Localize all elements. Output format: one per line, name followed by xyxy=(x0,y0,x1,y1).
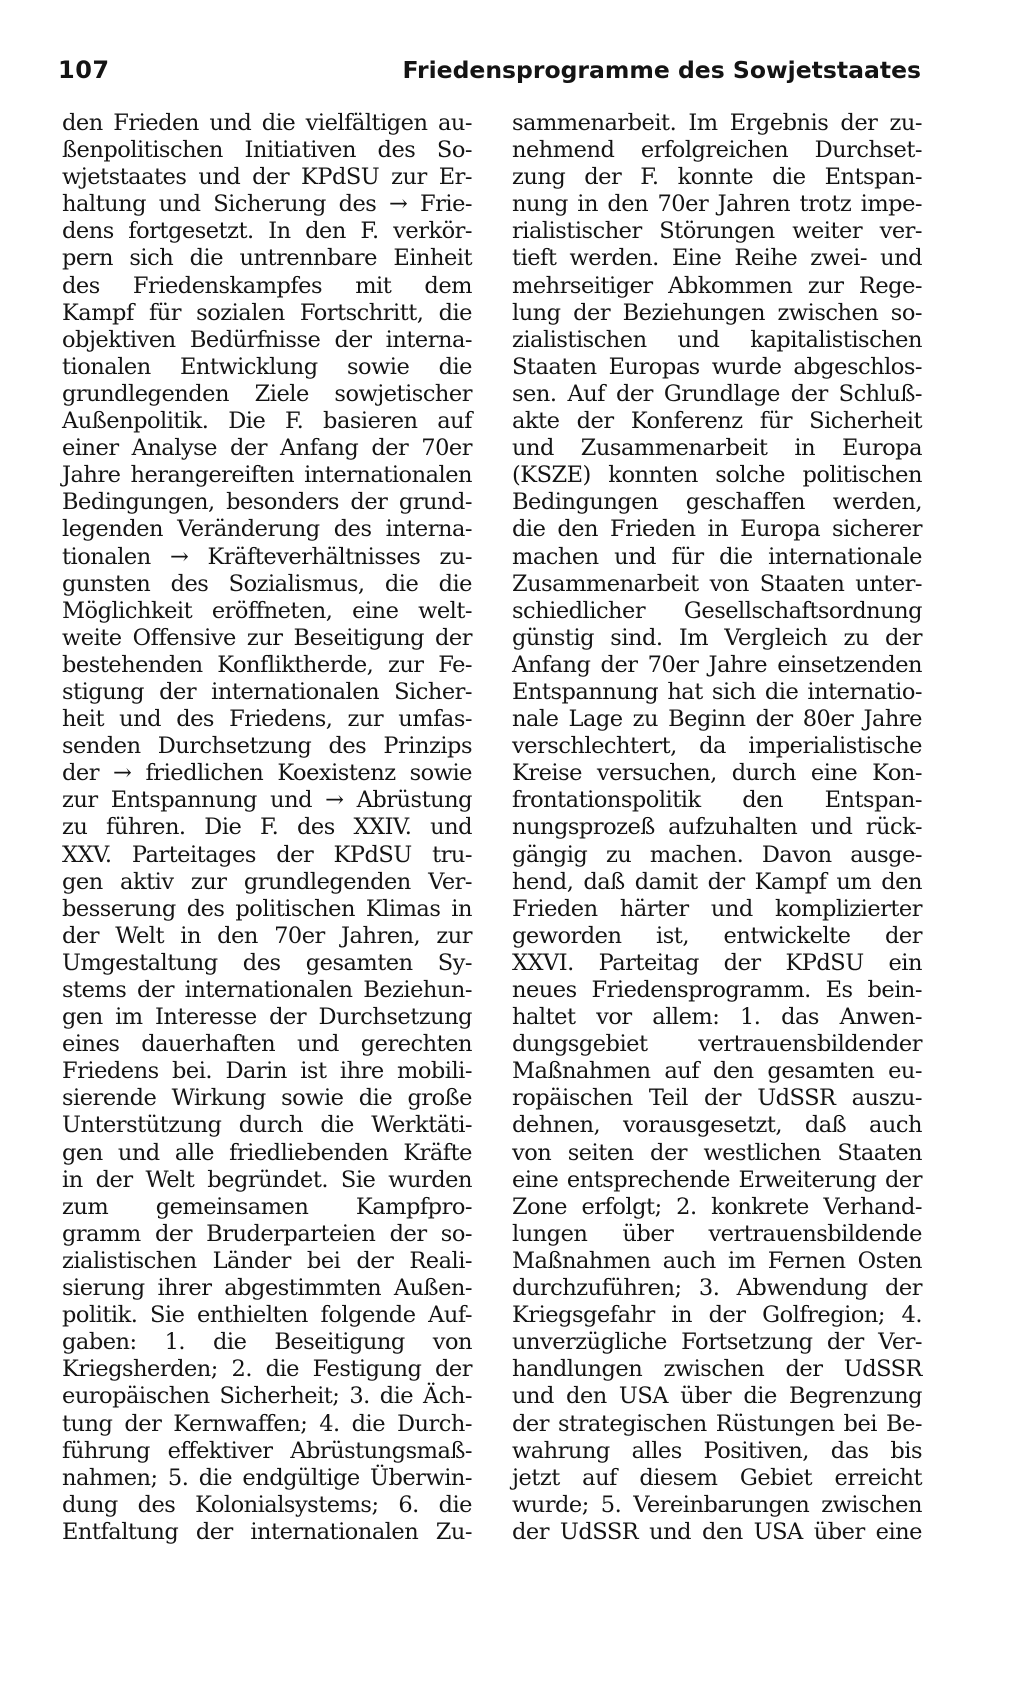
text-line: verschlechtert, da imperialistische xyxy=(512,733,922,760)
text-line: nung in den 70er Jahren trotz impe- xyxy=(512,191,922,218)
text-line: unverzügliche Fortsetzung der Ver- xyxy=(512,1329,922,1356)
text-line: grundlegenden Ziele sowjetischer xyxy=(62,380,472,407)
text-line: dens fortgesetzt. In den F. verkör- xyxy=(62,218,472,245)
text-line: Bedingungen, besonders der grund- xyxy=(62,489,472,516)
text-line: nungsprozeß aufzuhalten und rück- xyxy=(512,814,922,841)
text-line: objektiven Bedürfnisse der interna- xyxy=(62,326,472,353)
text-column-right xyxy=(512,110,922,1546)
text-line: frontationspolitik den Entspan- xyxy=(512,787,922,814)
text-line: Unterstützung durch die Werktäti- xyxy=(62,1112,472,1139)
text-line: handlungen zwischen der UdSSR xyxy=(512,1356,922,1383)
running-title: Friedensprogramme des Sowjetstaates xyxy=(402,56,921,84)
text-line: und den USA über die Begrenzung xyxy=(512,1383,922,1410)
text-line: des Friedenskampfes mit dem xyxy=(62,272,472,299)
text-line: Kriegsherden; 2. die Festigung der xyxy=(62,1356,472,1383)
text-line: Bedingungen geschaffen werden, xyxy=(512,489,922,516)
text-line: Maßnahmen auch im Fernen Osten xyxy=(512,1247,922,1274)
text-line: zu führen. Die F. des XXIV. und xyxy=(62,814,472,841)
text-line: weite Offensive zur Beseitigung der xyxy=(62,624,472,651)
text-line: sen. Auf der Grundlage der Schluß- xyxy=(512,380,922,407)
text-line: haltet vor allem: 1. das Anwen- xyxy=(512,1004,922,1031)
text-line: lungen über vertrauensbildende xyxy=(512,1220,922,1247)
text-line: durchzuführen; 3. Abwendung der xyxy=(512,1275,922,1302)
text-line: Entspannung hat sich die internatio- xyxy=(512,678,922,705)
text-line: Möglichkeit eröffneten, eine welt- xyxy=(62,597,472,624)
text-line: Zone erfolgt; 2. konkrete Verhand- xyxy=(512,1193,922,1220)
text-line: Frieden härter und komplizierter xyxy=(512,895,922,922)
text-line: dung des Kolonialsystems; 6. die xyxy=(62,1491,472,1518)
text-line: heit und des Friedens, zur umfas- xyxy=(62,706,472,733)
text-line: tionalen Entwicklung sowie die xyxy=(62,353,472,380)
text-line: Maßnahmen auf den gesamten eu- xyxy=(512,1058,922,1085)
text-line: zialistischen und kapitalistischen xyxy=(512,326,922,353)
text-line: der Welt in den 70er Jahren, zur xyxy=(62,922,472,949)
text-line: ropäischen Teil der UdSSR auszu- xyxy=(512,1085,922,1112)
text-line: der strategischen Rüstungen bei Be- xyxy=(512,1410,922,1437)
text-line: nale Lage zu Beginn der 80er Jahre xyxy=(512,706,922,733)
text-line: Friedens bei. Darin ist ihre mobili- xyxy=(62,1058,472,1085)
text-line: sammenarbeit. Im Ergebnis der zu- xyxy=(512,110,922,136)
text-line: stigung der internationalen Sicher- xyxy=(62,678,472,705)
text-line: wjetstaates und der KPdSU zur Er- xyxy=(62,164,472,191)
text-line: Kriegsgefahr in der Golfregion; 4. xyxy=(512,1302,922,1329)
text-line: tieft werden. Eine Reihe zwei- und xyxy=(512,245,922,272)
text-line: gen aktiv zur grundlegenden Ver- xyxy=(62,868,472,895)
text-line: Anfang der 70er Jahre einsetzenden xyxy=(512,651,922,678)
text-line: wurde; 5. Vereinbarungen zwischen xyxy=(512,1491,922,1518)
text-line: von seiten der westlichen Staaten xyxy=(512,1139,922,1166)
text-line: und Zusammenarbeit in Europa xyxy=(512,435,922,462)
text-line: sierung ihrer abgestimmten Außen- xyxy=(62,1275,472,1302)
text-line: gramm der Bruderparteien der so- xyxy=(62,1220,472,1247)
text-line: bestehenden Konfliktherde, zur Fe- xyxy=(62,651,472,678)
text-line: senden Durchsetzung des Prinzips xyxy=(62,733,472,760)
text-line: eines dauerhaften und gerechten xyxy=(62,1031,472,1058)
text-line: besserung des politischen Klimas in xyxy=(62,895,472,922)
text-line: Kampf für sozialen Fortschritt, die xyxy=(62,299,472,326)
text-line: Zusammenarbeit von Staaten unter- xyxy=(512,570,922,597)
text-line: zum gemeinsamen Kampfpro- xyxy=(62,1193,472,1220)
text-line: führung effektiver Abrüstungsmaß- xyxy=(62,1437,472,1464)
text-line: XXVI. Parteitag der KPdSU ein xyxy=(512,949,922,976)
text-line: dungsgebiet vertrauensbildender xyxy=(512,1031,922,1058)
text-line: zialistischen Länder bei der Reali- xyxy=(62,1247,472,1274)
text-line: tionalen → Kräfteverhältnisses zu- xyxy=(62,543,472,570)
text-line: dehnen, vorausgesetzt, daß auch xyxy=(512,1112,922,1139)
text-line: akte der Konferenz für Sicherheit xyxy=(512,408,922,435)
text-column-left xyxy=(62,110,472,1546)
text-line: geworden ist, entwickelte der xyxy=(512,922,922,949)
text-line: schiedlicher Gesellschaftsordnung xyxy=(512,597,922,624)
text-line: nahmen; 5. die endgültige Überwin- xyxy=(62,1464,472,1491)
text-line: politik. Sie enthielten folgende Auf- xyxy=(62,1302,472,1329)
text-line: gunsten des Sozialismus, die die xyxy=(62,570,472,597)
text-line: tung der Kernwaffen; 4. die Durch- xyxy=(62,1410,472,1437)
text-line: der → friedlichen Koexistenz sowie xyxy=(62,760,472,787)
text-line: Entfaltung der internationalen Zu- xyxy=(62,1518,472,1545)
text-line: gen und alle friedliebenden Kräfte xyxy=(62,1139,472,1166)
text-line: mehrseitiger Abkommen zur Rege- xyxy=(512,272,922,299)
text-line: legenden Veränderung des interna- xyxy=(62,516,472,543)
text-line: lung der Beziehungen zwischen so- xyxy=(512,299,922,326)
text-line: einer Analyse der Anfang der 70er xyxy=(62,435,472,462)
text-line: gaben: 1. die Beseitigung von xyxy=(62,1329,472,1356)
text-line: machen und für die internationale xyxy=(512,543,922,570)
text-line: eine entsprechende Erweiterung der xyxy=(512,1166,922,1193)
text-line: neues Friedensprogramm. Es bein- xyxy=(512,977,922,1003)
text-line: die den Frieden in Europa sicherer xyxy=(512,516,922,543)
text-line: wahrung alles Positiven, das bis xyxy=(512,1437,922,1464)
text-line: Kreise versuchen, durch eine Kon- xyxy=(512,760,922,787)
text-line: zung der F. konnte die Entspan- xyxy=(512,164,922,191)
text-line: pern sich die untrennbare Einheit xyxy=(62,245,472,272)
text-line: hend, daß damit der Kampf um den xyxy=(512,868,922,895)
text-line: Jahre herangereiften internationalen xyxy=(62,462,472,489)
text-line: günstig sind. Im Vergleich zu der xyxy=(512,624,922,651)
text-line: der UdSSR und den USA über eine xyxy=(512,1518,922,1545)
text-line: zur Entspannung und → Abrüstung xyxy=(62,787,472,814)
text-line: in der Welt begründet. Sie wurden xyxy=(62,1166,472,1193)
text-line: rialistischer Störungen weiter ver- xyxy=(512,218,922,245)
text-line: sierende Wirkung sowie die große xyxy=(62,1085,472,1112)
text-line: jetzt auf diesem Gebiet erreicht xyxy=(512,1464,922,1491)
text-line: (KSZE) konnten solche politischen xyxy=(512,462,922,489)
page-number: 107 xyxy=(58,56,110,84)
text-line: nehmend erfolgreichen Durchset- xyxy=(512,137,922,164)
text-line: gen im Interesse der Durchsetzung xyxy=(62,1004,472,1031)
text-line: Staaten Europas wurde abgeschlos- xyxy=(512,353,922,380)
text-line: ßenpolitischen Initiativen des So- xyxy=(62,137,472,164)
text-line: Umgestaltung des gesamten Sy- xyxy=(62,949,472,976)
text-line: europäischen Sicherheit; 3. die Äch- xyxy=(62,1383,472,1410)
text-line: gängig zu machen. Davon ausge- xyxy=(512,841,922,868)
text-line: stems der internationalen Beziehun- xyxy=(62,977,472,1003)
text-line: Außenpolitik. Die F. basieren auf xyxy=(62,408,472,435)
text-line: haltung und Sicherung des → Frie- xyxy=(62,191,472,218)
text-line: XXV. Parteitages der KPdSU tru- xyxy=(62,841,472,868)
text-line: den Frieden und die vielfältigen au- xyxy=(62,110,472,136)
